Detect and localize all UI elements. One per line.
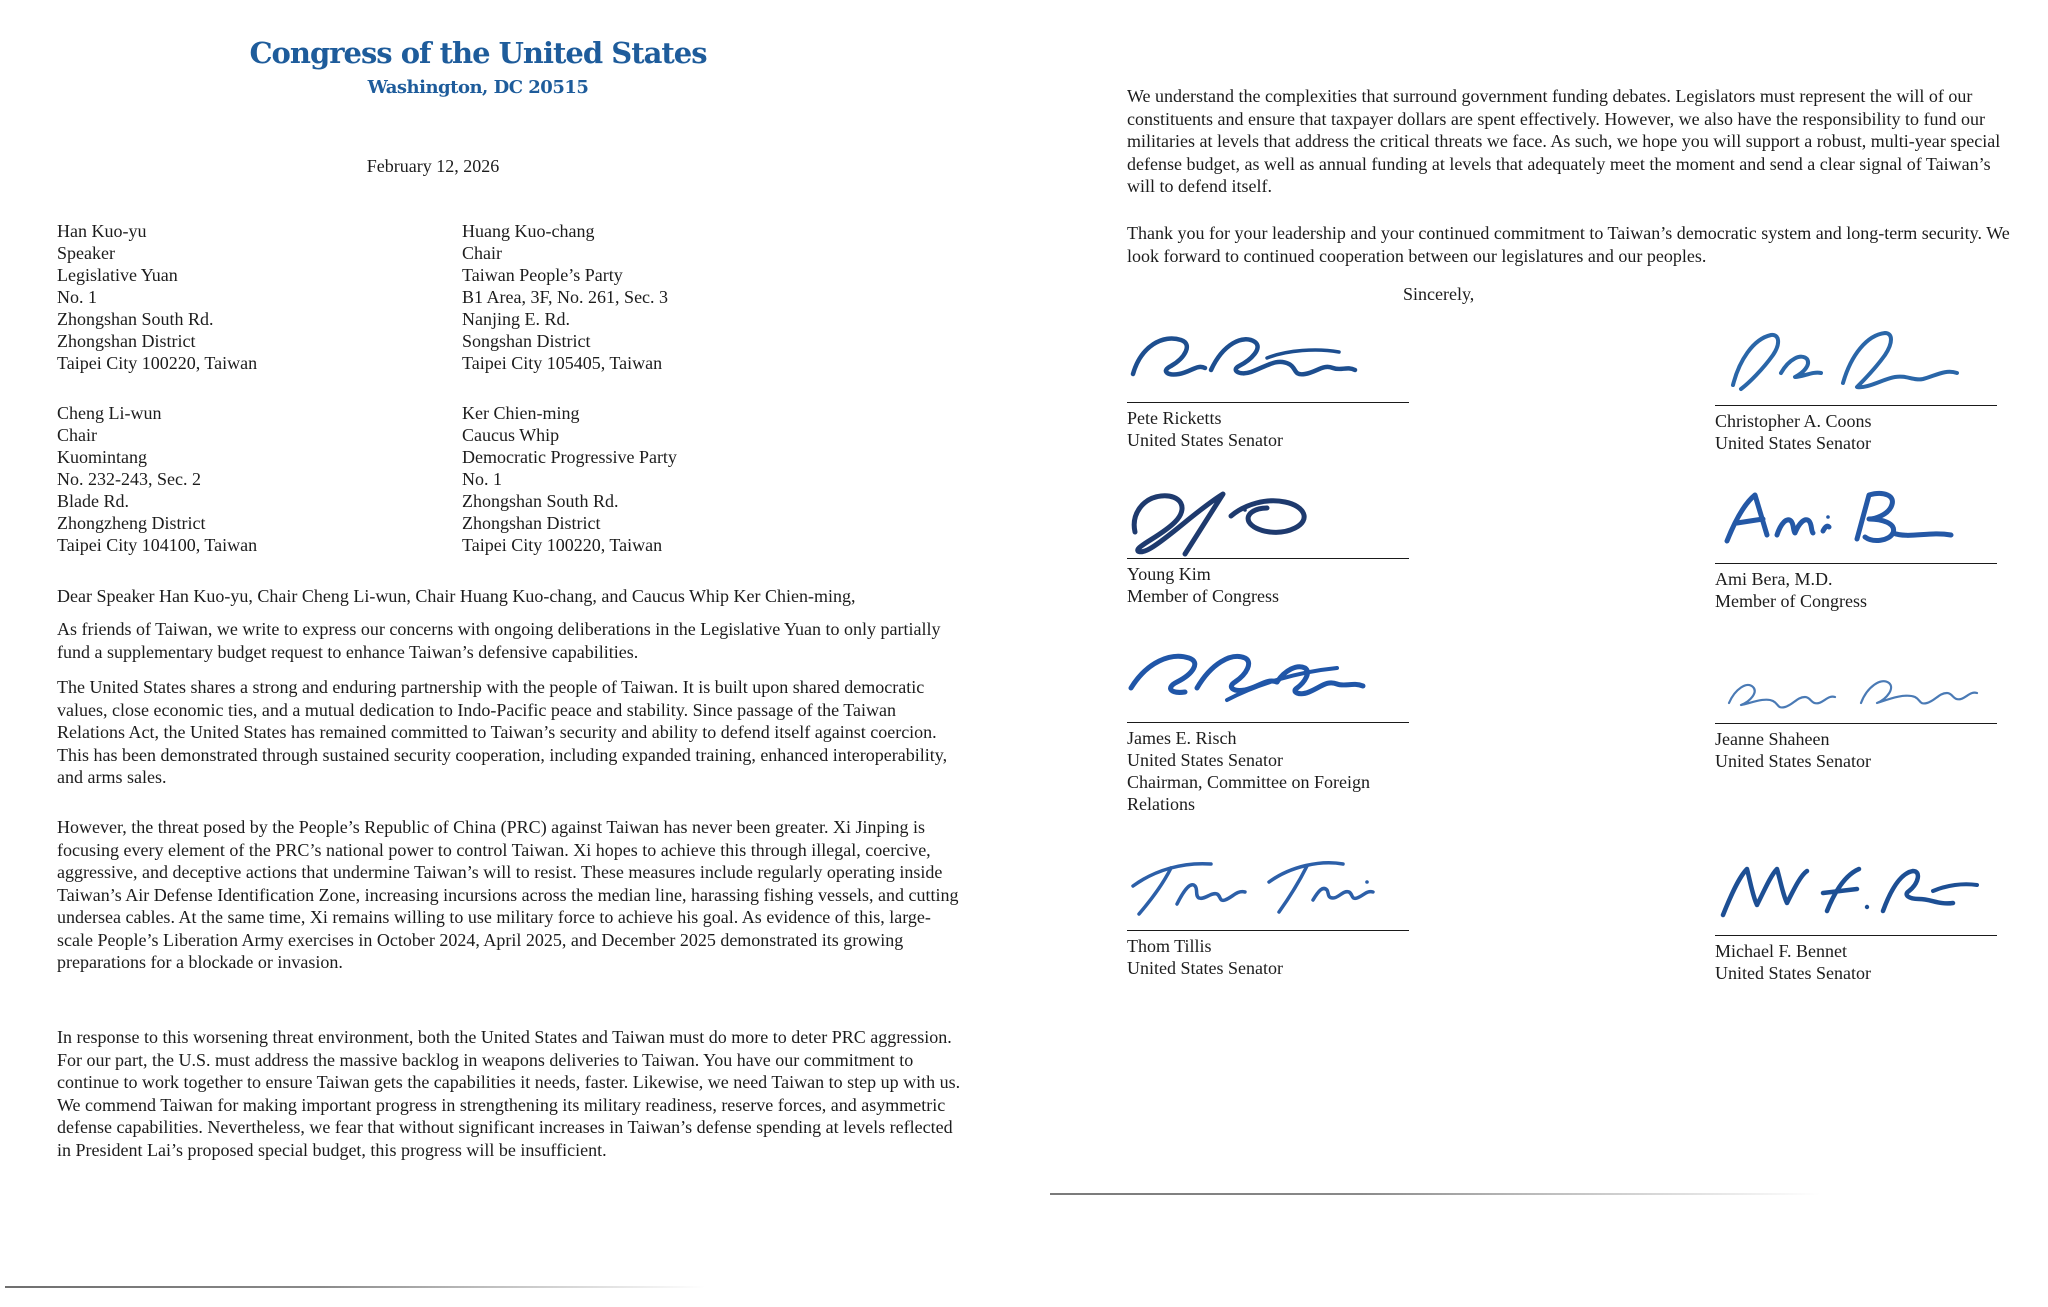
signer-title: United States Senator (1127, 958, 1283, 978)
scan-artifact-line (5, 1286, 705, 1288)
signature-ink-jeanne-shaheen (1715, 645, 1997, 724)
address-line: No. 1 (462, 469, 502, 489)
signature-block-jeanne-shaheen (1715, 645, 1997, 772)
signature-ink-michael-bennet (1715, 857, 1997, 936)
signature-block-ami-bera (1715, 485, 1997, 612)
address-line: Zhongshan South Rd. (57, 309, 214, 329)
address-line: Taipei City 105405, Taiwan (462, 353, 663, 373)
signer-title: Chairman, Committee on Foreign Relations (1127, 772, 1370, 814)
signer-title: Member of Congress (1127, 586, 1279, 606)
paragraph: As friends of Taiwan, we write to express our concerns with ongoing deliberations in the Legislative Yuan to only partially fund a supplementary budget request to enhance Taiwan’s defensive capabilities. (57, 619, 941, 662)
signer-name: Ami Bera, M.D. (1715, 569, 1833, 589)
signature-block-young-kim (1127, 480, 1409, 607)
address-line: Caucus Whip (462, 425, 560, 445)
paragraph: However, the threat posed by the People’s Republic of China (PRC) against Taiwan has never been greater. Xi Jinping is focusing every element of the PRC’s national power to control Taiwan. Xi hopes to achieve this through illegal, coercive, aggressive, and deceptive actions that undermine Taiwan’s will to resist. These measures include regularly operating inside Taiwan’s Air Defense Identification Zone, increasing incursions across the median line, harassing fishing vessels, and cutting undersea cables. At the same time, Xi remains willing to use military force to achieve his goal. As evidence of this, large-scale People’s Liberation Army exercises in October 2024, April 2025, and December 2025 demonstrated its growing preparations for a blockade or invasion. (57, 817, 959, 972)
signer-name: Michael F. Bennet (1715, 941, 1848, 961)
address-line: Zhongshan District (57, 331, 196, 351)
letterhead-title: Congress of the United States (249, 36, 707, 70)
paragraph: In response to this worsening threat environment, both the United States and Taiwan must do more to deter PRC aggression. For our part, the U.S. must address the massive backlog in weapons deliveries to Taiwan. You have our commitment to continue to work together to ensure Taiwan gets the capabilities it needs, faster. Likewise, we need Taiwan to step up with us. We commend Taiwan for making important progress in strengthening its military readiness, reserve forces, and asymmetric defense capabilities. Nevertheless, we fear that without significant increases in Taiwan’s defense spending at levels reflected in President Lai’s proposed special budget, this progress will be insufficient. (57, 1027, 961, 1160)
letter-date: February 12, 2026 (366, 156, 500, 176)
address-line: B1 Area, 3F, No. 261, Sec. 3 (462, 287, 669, 307)
closing-sincerely: Sincerely, (1403, 284, 1475, 304)
address-line: Speaker (57, 243, 115, 263)
address-line: Taiwan People’s Party (462, 265, 623, 285)
signature-block-pete-ricketts (1127, 324, 1409, 451)
signer-name: Jeanne Shaheen (1715, 729, 1830, 749)
scan-artifact-line (1050, 1193, 1820, 1195)
address-line: Taipei City 100220, Taiwan (57, 353, 258, 373)
address-line: Han Kuo-yu (57, 221, 147, 241)
letterhead (57, 36, 899, 98)
address-line: Zhongshan South Rd. (462, 491, 619, 511)
address-line: Taipei City 100220, Taiwan (462, 535, 663, 555)
address-line: Kuomintang (57, 447, 147, 467)
paragraph: Thank you for your leadership and your continued commitment to Taiwan’s democratic system and long-term security. We look forward to continued cooperation between our legislatures and our peoples. (1127, 223, 2010, 266)
signature-block-christopher-coons (1715, 327, 1997, 454)
signer-name: Thom Tillis (1127, 936, 1212, 956)
signature-block-james-risch (1127, 644, 1409, 815)
address-line: Cheng Li-wun (57, 403, 162, 423)
recipient-row-1 (57, 220, 668, 374)
address-line: Huang Kuo-chang (462, 221, 595, 241)
signature-ink-ami-bera (1715, 485, 1997, 564)
address-line: No. 1 (57, 287, 97, 307)
signature-ink-pete-ricketts (1127, 324, 1409, 403)
address-line: Chair (57, 425, 97, 445)
letterhead-subtitle: Washington, DC 20515 (367, 77, 589, 98)
recipient-address-huang-kuo-chang (462, 220, 668, 374)
signature-ink-james-risch (1127, 644, 1409, 723)
address-line: Zhongzheng District (57, 513, 206, 533)
signature-ink-young-kim (1127, 480, 1409, 559)
address-line: Blade Rd. (57, 491, 129, 511)
signer-title: United States Senator (1127, 430, 1283, 450)
recipient-address-ker-chien-ming (462, 402, 677, 556)
signature-block-michael-bennet (1715, 857, 1997, 984)
signer-title: United States Senator (1715, 963, 1871, 983)
address-line: Legislative Yuan (57, 265, 178, 285)
signer-name: James E. Risch (1127, 728, 1237, 748)
address-line: Zhongshan District (462, 513, 601, 533)
address-line: Ker Chien-ming (462, 403, 580, 423)
letter-page-2 (1127, 0, 2010, 1307)
signature-block-thom-tillis (1127, 852, 1409, 979)
signature-ink-thom-tillis (1127, 852, 1409, 931)
signer-title: Member of Congress (1715, 591, 1867, 611)
recipient-row-2 (57, 402, 677, 556)
letter-page-1 (57, 36, 962, 1296)
paragraph: The United States shares a strong and enduring partnership with the people of Taiwan. It is built upon shared democratic values, close economic ties, and a mutual dedication to Indo-Pacific peace and stability. Since passage of the Taiwan Relations Act, the United States has remained committed to Taiwan’s security and ability to defend itself against coercion. This has been demonstrated through sustained security cooperation, including expanded training, enhanced interoperability, and arms sales. (57, 677, 948, 787)
signer-title: United States Senator (1715, 433, 1871, 453)
address-line: Taipei City 104100, Taiwan (57, 535, 258, 555)
signature-ink-christopher-coons (1715, 327, 1997, 406)
salutation: Dear Speaker Han Kuo-yu, Chair Cheng Li-wun, Chair Huang Kuo-chang, and Caucus Whip Ker Chien-ming, (57, 586, 856, 606)
address-line: Nanjing E. Rd. (462, 309, 570, 329)
address-line: No. 232-243, Sec. 2 (57, 469, 201, 489)
address-line: Chair (462, 243, 502, 263)
recipient-address-cheng-li-wun (57, 402, 462, 556)
address-line: Songshan District (462, 331, 591, 351)
signer-name: Christopher A. Coons (1715, 411, 1872, 431)
signer-name: Pete Ricketts (1127, 408, 1222, 428)
signer-title: United States Senator (1715, 751, 1871, 771)
signer-name: Young Kim (1127, 564, 1211, 584)
signer-title: United States Senator (1127, 750, 1283, 770)
address-line: Democratic Progressive Party (462, 447, 677, 467)
recipient-address-han-kuo-yu (57, 220, 462, 374)
paragraph: We understand the complexities that surround government funding debates. Legislators must represent the will of our constituents and ensure that taxpayer dollars are spent effectively. However, we also have the responsibility to fund our militaries at levels that address the critical threats we face. As such, we hope you will support a robust, multi-year special defense budget, as well as annual funding at levels that adequately meet the moment and send a clear signal of Taiwan’s will to defend itself. (1127, 86, 2001, 196)
